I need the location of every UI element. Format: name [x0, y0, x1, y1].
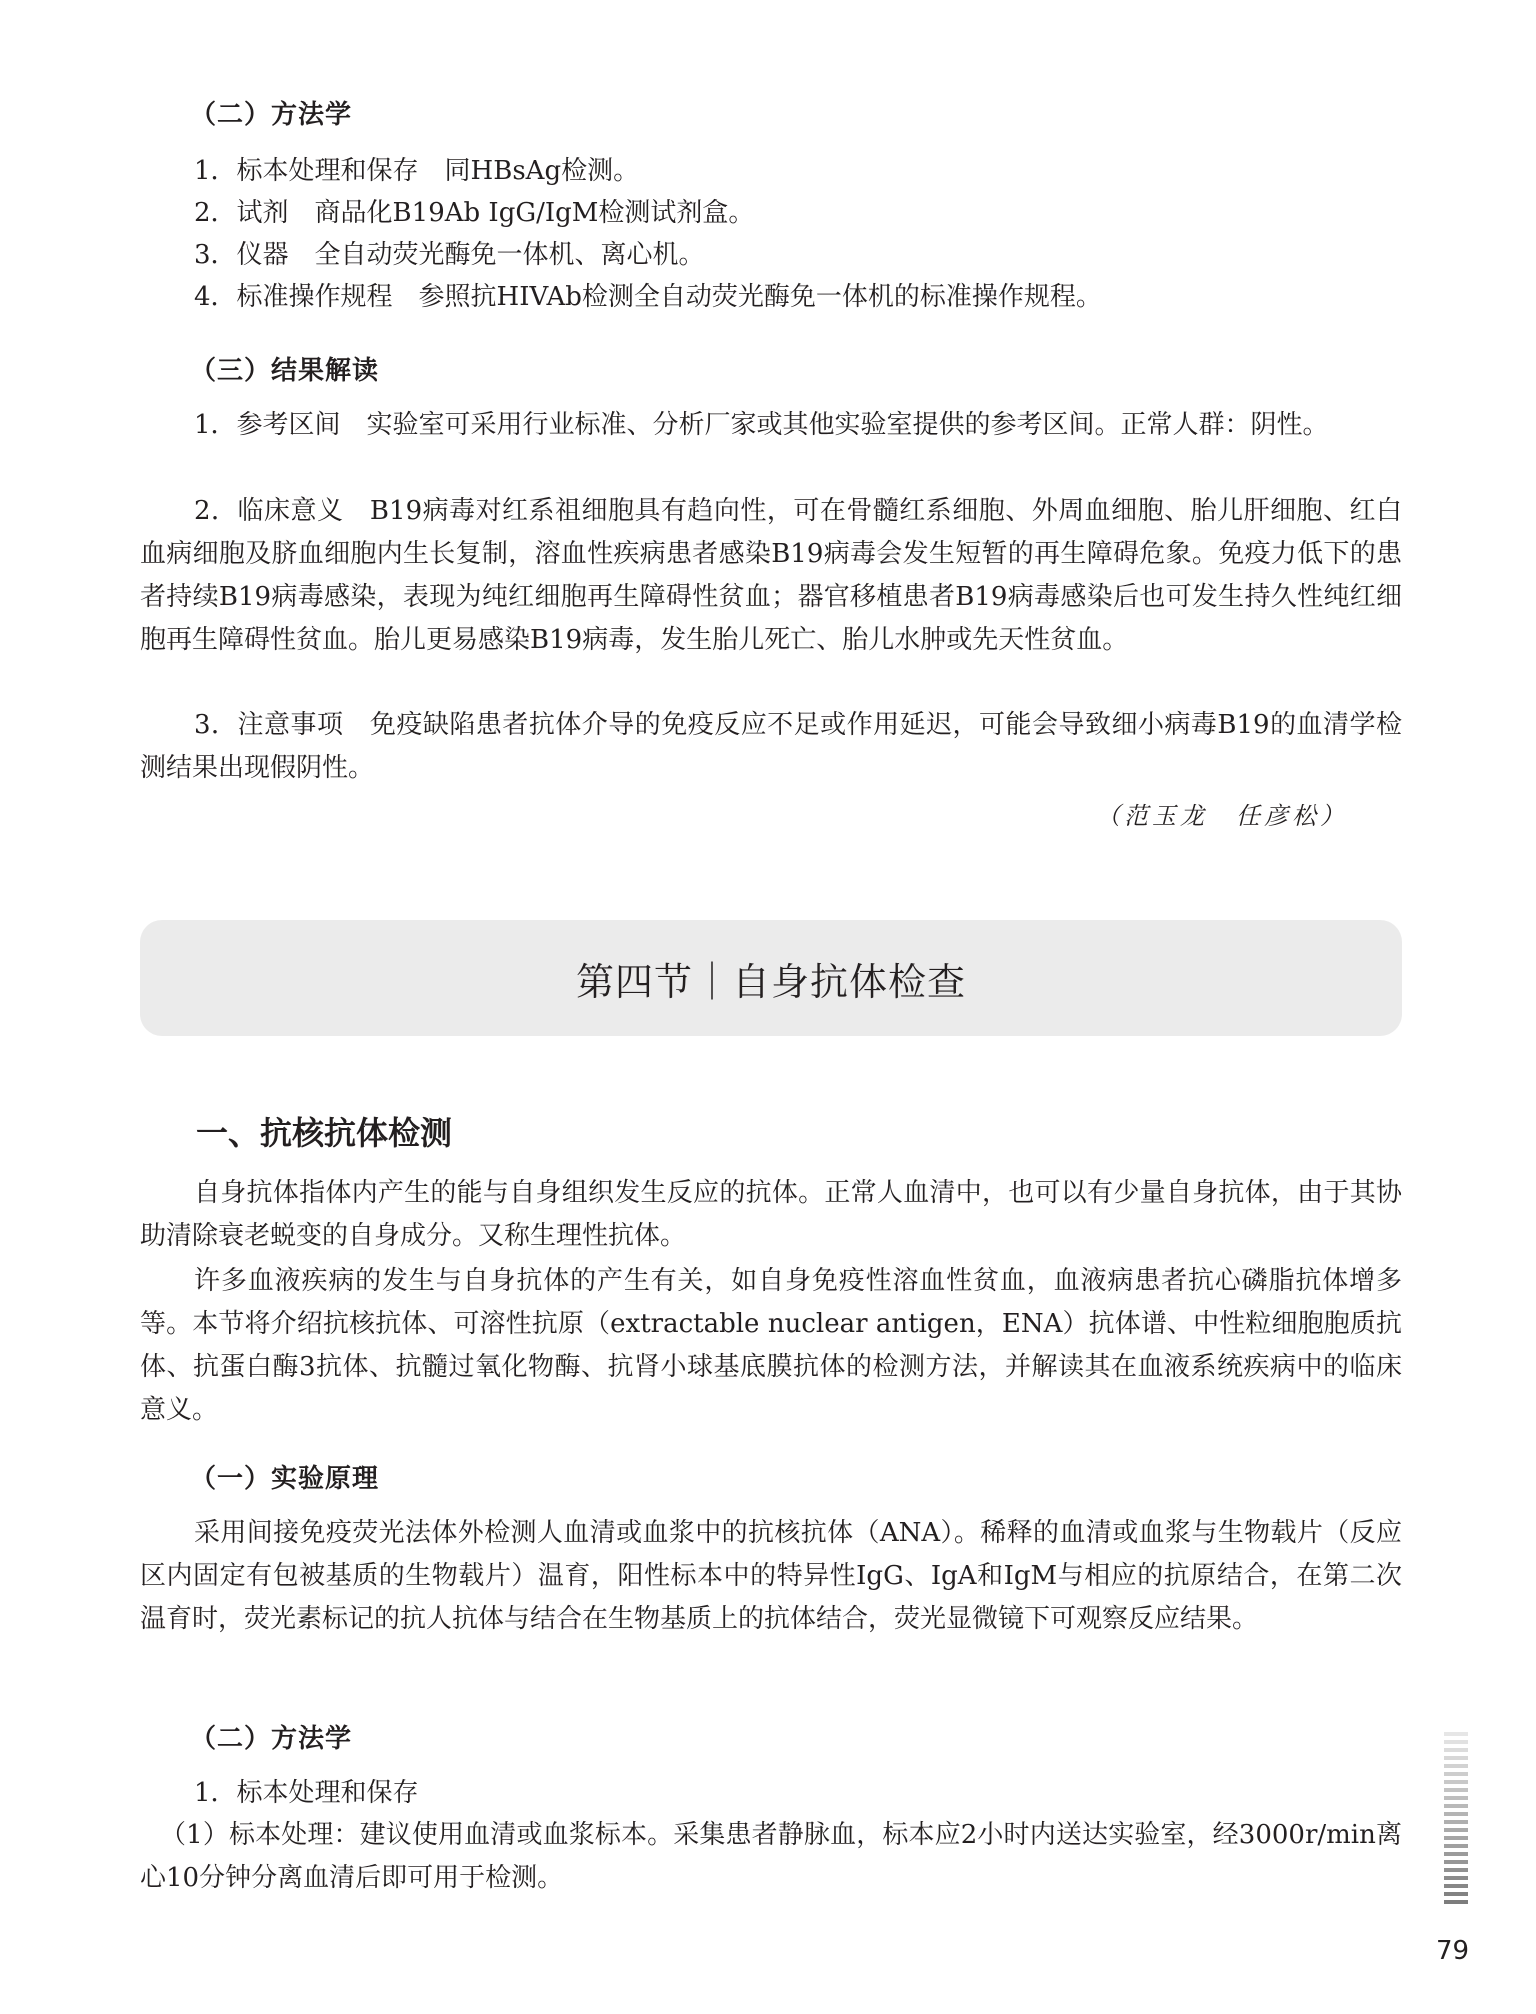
principle-paragraph: 采用间接免疫荧光法体外检测人血清或血浆中的抗核抗体（ANA）。稀释的血清或血浆与生物载片（反应区内固定有包被基质的生物载片）温育，阳性标本中的特异性IgG、IgA和IgM与相应的抗原结合，在第二次温育时，荧光素标记的抗人抗体与结合在生物基质上的抗体结合，荧光显微镜下可观察反应结果。 [140, 1518, 1402, 1634]
intro-paragraph-1: 自身抗体指体内产生的能与自身组织发生反应的抗体。正常人血清中，也可以有少量自身抗体，由于其协助清除衰老蜕变的自身成分。又称生理性抗体。 [140, 1178, 1402, 1251]
methods-heading-b19: （二）方法学 [190, 100, 353, 130]
methods-item-2: 2．试剂 商品化B19Ab IgG/IgM检测试剂盒。 [194, 198, 755, 228]
page-number: 79 [1436, 1936, 1470, 1966]
results-heading: （三）结果解读 [190, 356, 380, 386]
results-clinical-significance: 2．临床意义 B19病毒对红系祖细胞具有趋向性，可在骨髓红系细胞、外周血细胞、胎儿肝细胞、红白血病细胞及脐血细胞内生长复制，溶血性疾病患者感染B19病毒会发生短暂的再生障碍危象。免疫力低下的患者持续B19病毒感染，表现为纯红细胞再生障碍性贫血；器官移植患者B19病毒感染后也可发生持久性纯红细胞再生障碍性贫血。胎儿更易感染B19病毒，发生胎儿死亡、胎儿水肿或先天性贫血。 [140, 496, 1402, 655]
subsection-title: 一、抗核抗体检测 [196, 1114, 453, 1152]
methods-item-1: 1．标本处理和保存 同HBsAg检测。 [194, 156, 640, 186]
methods-heading-ana: （二）方法学 [190, 1724, 353, 1754]
methods-item-4: 4．标准操作规程 参照抗HIVAb检测全自动荧光酶免一体机的标准操作规程。 [194, 282, 1102, 312]
methods-item-specimen: 1．标本处理和保存 [194, 1778, 419, 1808]
side-stripe-decoration [1444, 1732, 1468, 1918]
authors: （范玉龙 任彦松） [1096, 802, 1348, 830]
principle-heading: （一）实验原理 [190, 1464, 380, 1494]
methods-item-3: 3．仪器 全自动荧光酶免一体机、离心机。 [194, 240, 705, 270]
results-notes: 3．注意事项 免疫缺陷患者抗体介导的免疫反应不足或作用延迟，可能会导致细小病毒B19的血清学检测结果出现假阴性。 [140, 710, 1402, 783]
section-title: 第四节｜自身抗体检查 [575, 959, 966, 1004]
section-banner [140, 920, 1402, 1036]
results-reference-range: 1．参考区间 实验室可采用行业标准、分析厂家或其他实验室提供的参考区间。正常人群：阴性。 [194, 410, 1329, 440]
intro-paragraph-2: 许多血液疾病的发生与自身抗体的产生有关，如自身免疫性溶血性贫血，血液病患者抗心磷脂抗体增多等。本节将介绍抗核抗体、可溶性抗原（extractable nuclear antigen，ENA）抗体谱、中性粒细胞胞质抗体、抗蛋白酶3抗体、抗髓过氧化物酶、抗肾小球基底膜抗体的检测方法，并解读其在血液系统疾病中的临床意义。 [140, 1266, 1402, 1425]
methods-item-specimen-detail: （1）标本处理：建议使用血清或血浆标本。采集患者静脉血，标本应2小时内送达实验室，经3000r/min离心10分钟分离血清后即可用于检测。 [140, 1820, 1402, 1893]
